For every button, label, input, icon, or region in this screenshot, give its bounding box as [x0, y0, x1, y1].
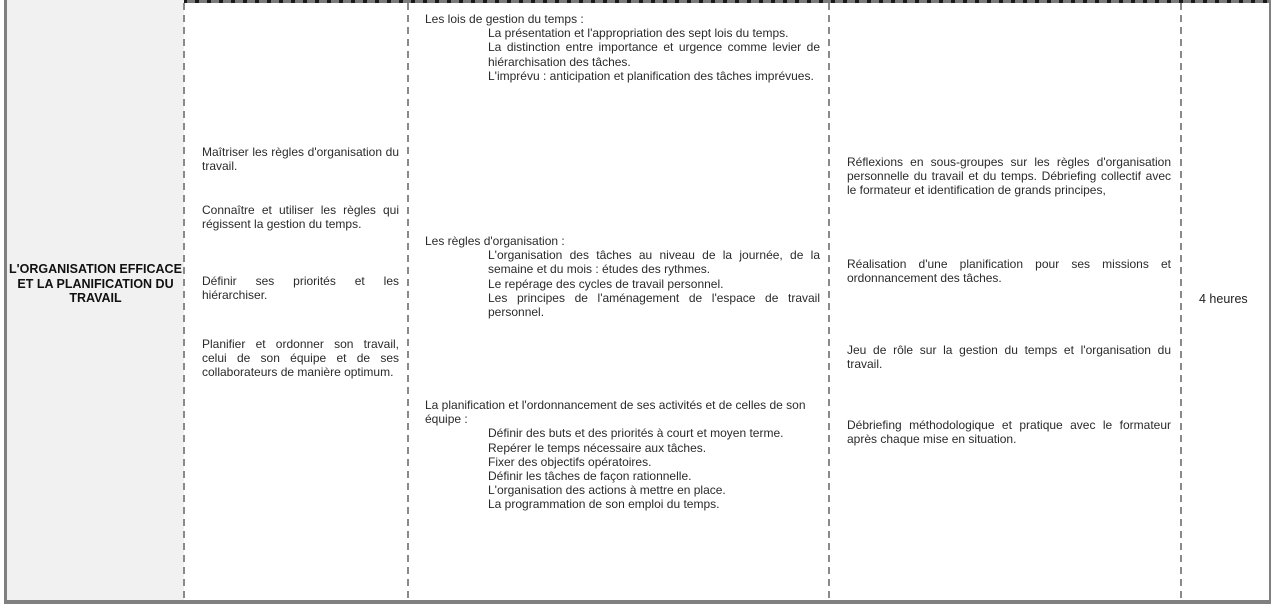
module-title-cell: [7, 0, 184, 600]
objective-item: Connaître et utiliser les règles qui régissent la gestion du temps.: [202, 203, 399, 232]
content-block: [425, 12, 820, 83]
content-item: Les principes de l'aménagement de l'espace de travail personnel.: [488, 290, 820, 320]
content-item: L'imprévu : anticipation et planification des tâches imprévues.: [488, 68, 814, 83]
objective-item: Maîtriser les règles d'organisation du travail.: [202, 145, 399, 174]
content-item: Le repérage des cycles de travail personnel.: [488, 276, 724, 291]
content-item: L'organisation des actions à mettre en place.: [488, 483, 726, 498]
objective-item: Planifier et ordonner son travail, celui de son équipe et de ses collaborateurs de manière optimum.: [202, 337, 399, 380]
method-item: Débriefing méthodologique et pratique avec le formateur après chaque mise en situation.: [847, 418, 1171, 447]
content-block: [425, 398, 820, 512]
content-item: Repérer le temps nécessaire aux tâches.: [488, 440, 707, 455]
content-block-heading: Les lois de gestion du temps :: [425, 12, 584, 26]
training-module-table: [4, 0, 1271, 604]
column-divider: [183, 3, 185, 600]
method-item: Réflexions en sous-groupes sur les règles d'organisation personnelle du travail et du temps. Débriefing collectif avec le formateur et identification de grands principes,: [847, 155, 1171, 198]
methods-cell: [829, 0, 1181, 600]
duration-cell: [1181, 0, 1269, 600]
content-item: La distinction entre importance et urgence comme levier de hiérarchisation des tâches.: [488, 40, 820, 69]
content-item: La présentation et l'appropriation des sept lois du temps.: [488, 26, 789, 41]
objectives-cell: [184, 0, 408, 600]
content-item: Définir les tâches de façon rationnelle.: [488, 469, 692, 484]
content-cell: [408, 0, 829, 600]
column-divider: [828, 3, 830, 600]
module-title: L'ORGANISATION EFFICACE ET LA PLANIFICATION DU TRAVAIL: [9, 262, 182, 305]
content-item: La programmation de son emploi du temps.: [488, 497, 720, 512]
objective-item: Définir ses priorités et les hiérarchiser.: [202, 274, 399, 303]
column-divider: [1180, 3, 1182, 600]
method-item: Réalisation d'une planification pour ses missions et ordonnancement des tâches.: [847, 257, 1171, 286]
method-item: Jeu de rôle sur la gestion du temps et l'organisation du travail.: [847, 343, 1171, 372]
column-divider: [407, 3, 409, 600]
content-item: Fixer des objectifs opératoires.: [488, 454, 652, 469]
content-block: [425, 234, 820, 319]
duration-value: 4 heures: [1199, 292, 1248, 306]
content-block-heading: La planification et l'ordonnancement de ses activités et de celles de son équipe :: [425, 398, 806, 427]
content-block-heading: Les règles d'organisation :: [425, 234, 565, 248]
content-item: Définir des buts et des priorités à court et moyen terme.: [488, 426, 784, 441]
content-item: L'organisation des tâches au niveau de la journée, de la semaine et du mois : études des rythmes.: [488, 248, 820, 277]
